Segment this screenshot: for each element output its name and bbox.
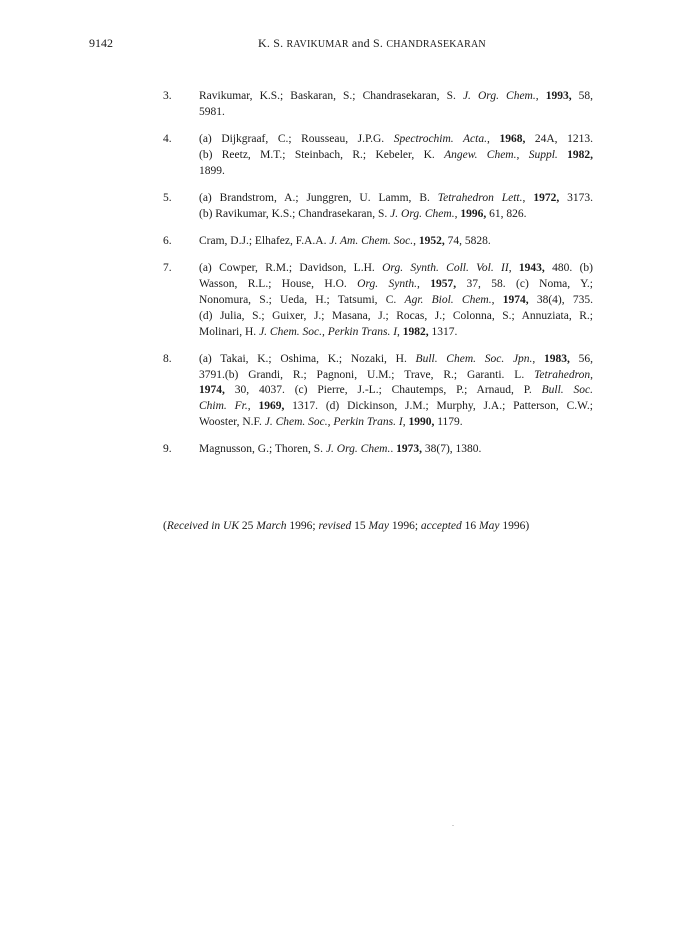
reference-entry: [163, 234, 593, 250]
text-run: (a) Brandstrom, A.; Junggren, U. Lamm, B.: [199, 191, 438, 204]
bold-run: 1952,: [418, 235, 445, 248]
author-surname: CHANDRASEKARAN: [386, 39, 486, 50]
running-head-authors: [258, 36, 486, 51]
reference-text: [199, 261, 593, 340]
text-run: 480. (b): [544, 262, 593, 275]
italic-run: Spectrochim. Acta.: [393, 133, 487, 146]
text-run: ,: [590, 368, 593, 381]
text-run: Nonomura, S.; Ueda, H.; Tatsumi, C.: [199, 293, 405, 306]
reference-line: [199, 442, 593, 458]
bold-run: 1972,: [533, 191, 560, 204]
reference-line: [199, 132, 593, 148]
reference-line: [199, 89, 593, 105]
text-run: Wooster, N.F.: [199, 416, 265, 429]
author-conjunction: and S.: [348, 36, 387, 50]
reference-number: 3.: [163, 90, 172, 102]
text-run: ,: [416, 278, 431, 291]
text-run: 3791.(b) Grandi, R.; Pagnoni, U.M.; Trave, R.; Garanti. L.: [199, 368, 535, 381]
text-run: Ravikumar, K.S.; Baskaran, S.; Chandrasekaran, S.: [199, 90, 463, 102]
italic-run: J. Chem. Soc., Perkin Trans. I: [264, 416, 403, 429]
reference-line: [199, 293, 593, 309]
italic-run: May: [368, 520, 389, 532]
reference-text: [199, 234, 593, 250]
reference-text: [199, 352, 593, 431]
reference-text: [199, 132, 593, 179]
reference-line: [199, 352, 593, 368]
text-run: (b) Reetz, M.T.; Steinbach, R.; Kebeler, K.: [199, 148, 445, 161]
author-initials: K. S.: [258, 36, 287, 50]
reference-number: 5.: [163, 191, 172, 204]
reference-line: [199, 207, 593, 223]
reference-number: 4.: [163, 133, 172, 146]
italic-run: J. Org. Chem.: [325, 443, 391, 456]
text-run: 56,: [569, 352, 594, 365]
reference-entry: [163, 191, 593, 223]
text-run: (b) Ravikumar, K.S.; Chandrasekaran, S.: [199, 207, 391, 220]
italic-run: J. Org. Chem.: [462, 90, 536, 102]
text-run: Wasson, R.L.; House, H.O.: [199, 278, 358, 291]
reference-text: [199, 442, 593, 458]
italic-run: Org. Synth.: [357, 278, 417, 291]
bold-run: 1993,: [545, 90, 572, 102]
text-run: 1996;: [388, 520, 421, 532]
text-run: 1317.: [428, 325, 458, 338]
reference-entry: [163, 352, 593, 431]
bold-run: 1974,: [199, 384, 225, 397]
text-run: 24A, 1213.: [525, 133, 593, 146]
text-run: ,: [402, 416, 409, 429]
bold-run: 1974,: [502, 293, 529, 306]
reference-number: 7.: [163, 262, 172, 275]
italic-run: J. Am. Chem. Soc.: [329, 235, 414, 248]
text-run: ,: [522, 191, 534, 204]
text-run: (a) Dijkgraaf, C.; Rousseau, J.P.G.: [199, 133, 394, 146]
text-run: (d) Julia, S.; Guixer, J.; Masana, J.; Rocas, J.; Colonna, S.; Annuziata, R.;: [199, 309, 593, 322]
reference-number: 9.: [163, 443, 172, 456]
reference-line: [199, 191, 593, 207]
scan-speck: [452, 825, 454, 826]
reference-line: [199, 277, 593, 293]
bold-run: 1973,: [396, 443, 422, 456]
text-run: 5981.: [199, 105, 225, 118]
reference-line: [199, 368, 593, 384]
text-run: 15: [351, 520, 369, 532]
reference-line: [199, 105, 593, 121]
received-note: [163, 520, 529, 532]
text-run: Cram, D.J.; Elhafez, F.A.A.: [199, 235, 330, 248]
reference-line: [199, 164, 593, 180]
bold-run: 1982,: [567, 148, 593, 161]
italic-run: J. Chem. Soc., Perkin Trans. I: [259, 325, 398, 338]
italic-run: May: [479, 520, 500, 532]
reference-number: 6.: [163, 235, 172, 248]
text-run: 30, 4037. (c) Pierre, J.-L.; Chautemps, P.; Arnaud, P.: [224, 384, 542, 397]
text-run: 3173.: [559, 191, 594, 204]
text-run: 1179.: [434, 416, 463, 429]
text-run: (a) Cowper, R.M.; Davidson, L.H.: [199, 262, 383, 275]
text-run: 74, 5828.: [444, 235, 491, 248]
reference-entry: [163, 261, 593, 340]
text-run: ,: [532, 352, 545, 365]
text-run: ,: [454, 207, 461, 220]
italic-run: Bull. Soc.: [541, 384, 593, 397]
text-run: 38(4), 735.: [528, 293, 593, 306]
reference-line: [199, 415, 593, 431]
italic-run: Bull. Chem. Soc. Jpn.: [415, 352, 533, 365]
text-run: 1317. (d) Dickinson, J.M.; Murphy, J.A.; Patterson, C.W.;: [284, 400, 594, 413]
reference-line: [199, 383, 593, 399]
text-run: .: [390, 443, 397, 456]
text-run: (: [163, 520, 167, 532]
text-run: ,: [535, 90, 546, 102]
reference-line: [199, 261, 593, 277]
italic-run: Chim. Fr.: [199, 400, 248, 413]
bold-run: 1996,: [460, 207, 487, 220]
reference-text: [199, 191, 593, 223]
author-surname: RAVIKUMAR: [286, 39, 349, 50]
text-run: Molinari, H.: [199, 325, 260, 338]
reference-number: 8.: [163, 352, 172, 365]
text-run: (a) Takai, K.; Oshima, K.; Nozaki, H.: [199, 352, 416, 365]
italic-run: Angew. Chem., Suppl.: [444, 148, 558, 161]
reference-entry: [163, 89, 593, 121]
reference-line: [199, 325, 593, 341]
text-run: 1996): [499, 520, 530, 532]
reference-entry: [163, 132, 593, 179]
italic-run: Received in UK: [166, 520, 240, 532]
italic-run: Agr. Biol. Chem.: [404, 293, 492, 306]
text-run: [558, 149, 567, 161]
text-run: ,: [397, 325, 403, 338]
text-run: 38(7), 1380.: [421, 443, 482, 456]
text-run: 37, 58. (c) Noma, Y.;: [456, 278, 593, 291]
reference-text: [199, 89, 593, 121]
bold-run: 1957,: [430, 278, 457, 291]
bold-run: 1982,: [402, 325, 429, 338]
bold-run: 1943,: [518, 262, 545, 275]
text-run: 58,: [571, 90, 594, 102]
text-run: 1899.: [199, 164, 225, 177]
text-run: ,: [487, 133, 500, 146]
italic-run: J. Org. Chem.: [390, 207, 455, 220]
italic-run: March: [256, 520, 287, 532]
reference-line: [199, 148, 593, 164]
italic-run: Org. Synth. Coll. Vol. II: [382, 262, 509, 275]
text-run: ,: [247, 400, 259, 413]
page-number: 9142: [89, 36, 113, 50]
text-run: ,: [508, 262, 519, 275]
text-run: 16: [461, 520, 480, 532]
text-run: ,: [491, 293, 503, 306]
italic-run: Tetrahedron: [534, 368, 591, 381]
text-run: Magnusson, G.; Thoren, S.: [199, 443, 326, 456]
text-run: 1996;: [286, 520, 319, 532]
reference-entry: [163, 442, 593, 458]
italic-run: revised: [318, 520, 352, 532]
reference-line: [199, 309, 593, 325]
text-run: 61, 826.: [486, 207, 527, 220]
text-run: 25: [239, 520, 257, 532]
reference-line: [199, 234, 593, 250]
bold-run: 1968,: [499, 133, 526, 146]
text-run: ,: [413, 235, 419, 248]
italic-run: accepted: [420, 520, 462, 532]
bold-run: 1969,: [258, 400, 285, 413]
bold-run: 1990,: [408, 416, 435, 429]
reference-list: [163, 89, 593, 470]
italic-run: Tetrahedron Lett.: [437, 191, 523, 204]
reference-line: [199, 399, 593, 415]
running-header: [89, 36, 643, 54]
bold-run: 1983,: [544, 352, 570, 365]
